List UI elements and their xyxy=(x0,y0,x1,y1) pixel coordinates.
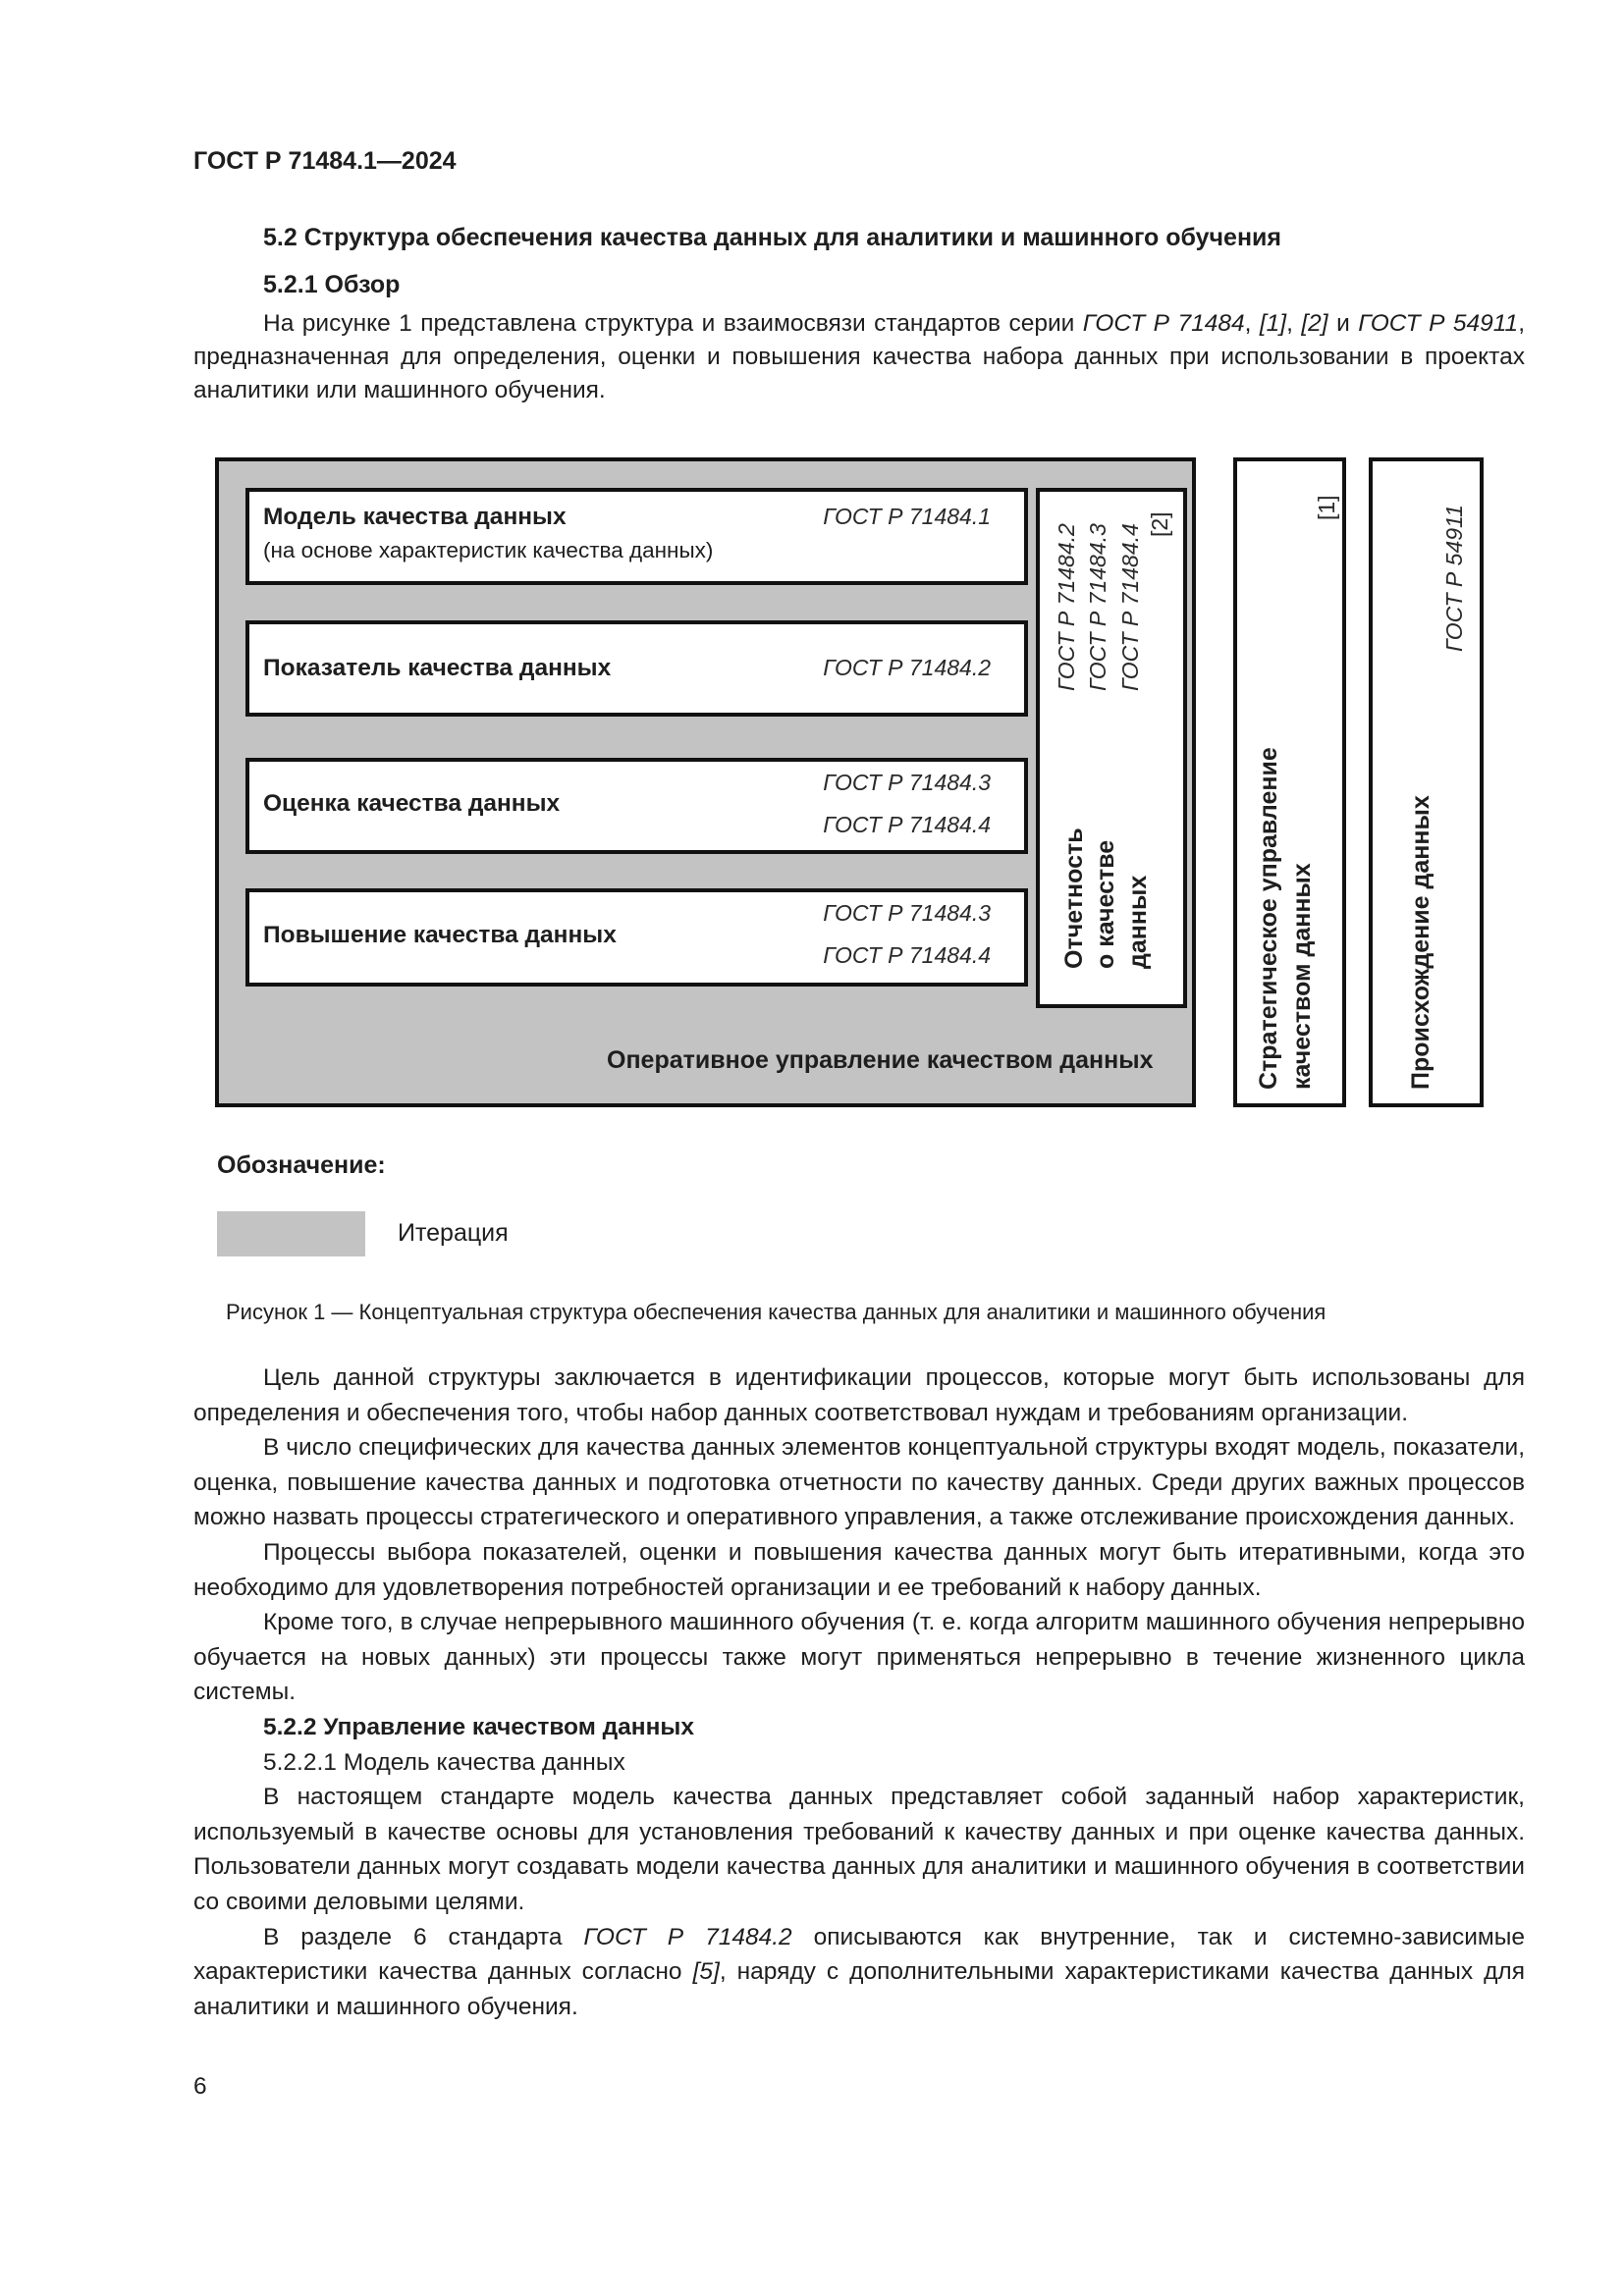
subsection-heading-5-2-2: 5.2.2 Управление качеством данных xyxy=(263,1713,694,1740)
standard-ref: ГОСТ Р 71484.3 xyxy=(1085,523,1110,691)
operational-management-label: Оперативное управление качеством данных xyxy=(607,1046,1154,1074)
bibliography-ref: [2] xyxy=(1147,511,1172,537)
standard-ref: ГОСТ Р 71484.2 xyxy=(1054,523,1079,691)
standard-ref: ГОСТ Р 71484.4 xyxy=(1117,523,1143,691)
data-quality-model-box: Модель качества данных (на основе характеристик качества данных) ГОСТ Р 71484.1 xyxy=(245,488,1028,585)
standard-ref: ГОСТ Р 71484.2 xyxy=(583,1923,792,1950)
standard-ref: ГОСТ Р 71484.4 xyxy=(823,942,991,968)
document-id: ГОСТ Р 71484.1—2024 xyxy=(193,147,457,175)
figure-caption: Рисунок 1 — Концептуальная структура обеспечения качества данных для аналитики и машинного обучения xyxy=(226,1300,1326,1324)
bibliography-ref: [1] xyxy=(1314,495,1339,520)
section-heading: 5.2 Структура обеспечения качества данных для аналитики и машинного обучения xyxy=(263,224,1281,251)
legend-title: Обозначение: xyxy=(217,1151,386,1179)
paragraph: В разделе 6 стандарта ГОСТ Р 71484.2 описываются как внутренние, так и системно-зависимые характеристики качества данных согласно [5], наряду с дополнительными характеристиками качества данных для аналитики и машинного обучения. xyxy=(193,1923,1525,2020)
page-number: 6 xyxy=(193,2073,207,2100)
subsection-heading: 5.2.1 Обзор xyxy=(263,271,401,298)
paragraph: Кроме того, в случае непрерывного машинного обучения (т. е. когда алгоритм машинного обучения непрерывно обучается на новых данных) эти процессы также могут применяться непрерывно в течение жизненного цикла системы. xyxy=(193,1609,1525,1706)
standard-ref: ГОСТ Р 71484 xyxy=(1082,310,1245,337)
strategic-management-box: Стратегическое управление качеством данных [1] xyxy=(1233,457,1346,1107)
data-quality-reporting-box: Отчетность о качестве данных ГОСТ Р 71484.2 ГОСТ Р 71484.3 ГОСТ Р 71484.4 [2] xyxy=(1036,488,1187,1008)
standard-ref: ГОСТ Р 71484.1 xyxy=(823,504,991,529)
bibliography-ref: [2] xyxy=(1301,310,1328,337)
intro-paragraph: На рисунке 1 представлена структура и взаимосвязи стандартов серии ГОСТ Р 71484, [1], [2] и ГОСТ Р 54911, предназначенная для определения, оценки и повышения качества набора данных при использовании в проектах аналитики или машинного обучения. xyxy=(193,310,1525,403)
standard-ref: ГОСТ Р 71484.4 xyxy=(823,812,991,837)
paragraph: В настоящем стандарте модель качества данных представляет собой заданный набор характеристик, используемый в качестве основы для установления требований к качеству данных и при оценке качества данных. Пользователи данных могут создавать модели качества данных для аналитики и машинного обучения в соответствии со своими деловыми целями. xyxy=(193,1784,1525,1915)
legend-iteration-swatch xyxy=(217,1211,365,1256)
data-quality-assessment-box: Оценка качества данных ГОСТ Р 71484.3 ГОСТ Р 71484.4 xyxy=(245,758,1028,854)
data-provenance-box: Происхождение данных ГОСТ Р 54911 xyxy=(1369,457,1484,1107)
iteration-area xyxy=(215,457,1196,1107)
standard-ref: ГОСТ Р 71484.3 xyxy=(823,770,991,795)
paragraph: Цель данной структуры заключается в идентификации процессов, которые могут быть использованы для определения и обеспечения того, чтобы набор данных соответствовал нуждам и требованиям организации. xyxy=(193,1364,1525,1426)
standard-ref: ГОСТ Р 54911 xyxy=(1441,505,1467,652)
standard-ref: ГОСТ Р 71484.2 xyxy=(823,655,991,680)
body-text xyxy=(193,1361,1525,2024)
data-quality-improvement-box: Повышение качества данных ГОСТ Р 71484.3 ГОСТ Р 71484.4 xyxy=(245,888,1028,987)
legend-iteration-label: Итерация xyxy=(398,1219,509,1247)
paragraph: В число специфических для качества данных элементов концептуальной структуры входят модель, показатели, оценка, повышение качества данных и подготовка отчетности по качеству данных. Среди других важных процессов можно назвать процессы стратегического и оперативного управления, а также отслеживание происхождения данных. xyxy=(193,1434,1525,1531)
standard-ref: ГОСТ Р 54911 xyxy=(1358,310,1519,337)
paragraph: Процессы выбора показателей, оценки и повышения качества данных могут быть итеративными, когда это необходимо для удовлетворения потребностей организации и ее требований к набору данных. xyxy=(193,1538,1525,1601)
data-quality-measure-box: Показатель качества данных ГОСТ Р 71484.2 xyxy=(245,620,1028,717)
standard-ref: ГОСТ Р 71484.3 xyxy=(823,900,991,926)
subsection-heading-5-2-2-1: 5.2.2.1 Модель качества данных xyxy=(263,1748,625,1776)
bibliography-ref: [5] xyxy=(692,1958,720,1986)
bibliography-ref: [1] xyxy=(1259,310,1287,337)
